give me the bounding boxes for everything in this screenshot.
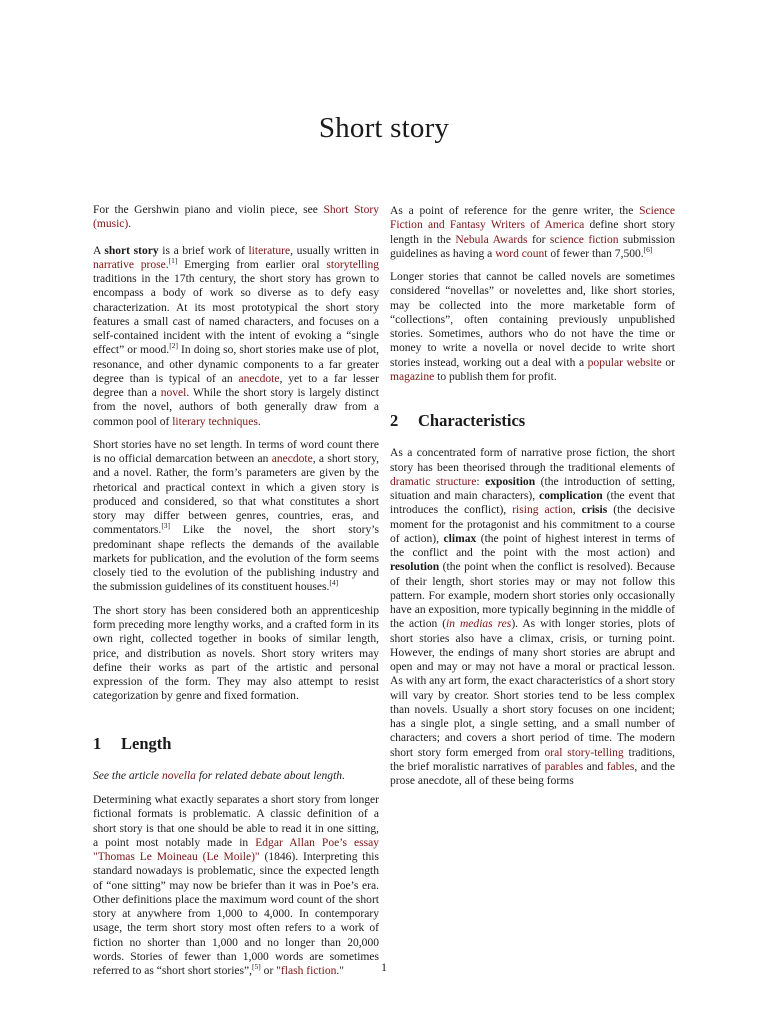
citation-1[interactable]: [1]	[168, 255, 178, 265]
link-parables[interactable]: parables	[544, 760, 584, 773]
characteristics-paragraph-1: As a concentrated form of narrative prose fiction, the short story has been theorised through the traditional elements of dramatic structure: exposition (the introduction of setting, situation and main characters), complication (the event that introduces the conflict), rising action, crisis (the decisive moment for the protagonist and his commitment to a course of action), climax (the point of highest interest in terms of the conflict and the point with the most action) and resolution (the point when the conflict is resolved). Because of their length, short stories may or may not follow this pattern. For example, modern short stories only occasionally have an exposition, more typically beginning in the middle of the action (in medias res). As with longer stories, plots of short stories also have a climax, crisis, or turning point. However, the endings of many short stories are abrupt and open and may or may not have a moral or practical lesson. As with any art form, the exact characteristics of a short story will vary by creator. Short stories tend to be less complex than novels. Usually a short story focuses on one incident; has a single plot, a single setting, and a small number of characters; and covers a short period of time. The modern short story form emerged from oral story-telling traditions, the brief moralistic narratives of parables and fables, and the prose anecdote, all of these being forms	[390, 447, 676, 788]
page-title: Short story	[318, 112, 450, 144]
link-fables[interactable]: fables	[606, 760, 635, 773]
link-in-medias-res[interactable]: in medias res	[446, 618, 512, 631]
link-rising-action[interactable]: rising action	[512, 504, 573, 517]
link-magazine[interactable]: magazine	[390, 370, 435, 383]
citation-3[interactable]: [3]	[161, 521, 171, 531]
link-anecdote[interactable]: anecdote	[238, 372, 280, 385]
link-storytelling[interactable]: storytelling	[326, 258, 379, 271]
link-short-story-music[interactable]: Short Story (music)	[93, 204, 379, 231]
link-science-fiction[interactable]: science fiction	[549, 233, 619, 246]
citation-6[interactable]: [6]	[643, 244, 653, 254]
section-heading-length: 1 Length	[93, 733, 172, 753]
link-anecdote-2[interactable]: anecdote	[271, 453, 313, 466]
page-number: 1	[381, 960, 387, 974]
left-column	[93, 203, 379, 988]
link-sfwa[interactable]: Science Fiction and Fantasy Writers of America	[390, 205, 675, 232]
citation-5[interactable]: [5]	[252, 962, 261, 972]
link-narrative-prose[interactable]: narrative prose	[93, 258, 166, 271]
see-also-note: See the article novella for related debate about length.	[93, 769, 345, 782]
link-literature[interactable]: literature	[248, 244, 291, 257]
link-popular-website[interactable]: popular website	[587, 356, 662, 369]
link-poe-essay[interactable]: Edgar Allan Poe’s essay "Thomas Le Moineau (Le Moile)"	[93, 836, 379, 864]
link-dramatic-structure[interactable]: dramatic structure	[390, 475, 477, 488]
right-column	[390, 204, 675, 798]
link-novel[interactable]: novel	[160, 387, 187, 399]
section-heading-characteristics: 2 Characteristics	[390, 411, 526, 431]
length-paragraph-1: Determining what exactly separates a short story from longer fictional formats is problematic. A classic definition of a short story is that one should be able to read it in one sitting, a point most notably made in Edgar Allan Poe’s essay "Thomas Le Moineau (Le Moile)" (1846). Interpreting this standard nowadays is problematic, since the expected length of “one sitting” may now be briefer than it was in Poe’s era. Other definitions place the maximum word count of the short story at anywhere from 1,000 to 4,000. In contemporary usage, the term short story most often refers to a work of fiction no shorter than 1,000 and no longer than 20,000 words. Stories of fewer than 1,000 words are sometimes referred to as “short short stories”,[5] or "flash fiction."	[93, 794, 379, 978]
link-oral-story-telling[interactable]: oral story-telling	[544, 746, 624, 759]
intro-paragraph-3: The short story has been considered both an apprenticeship form preceding more lengthy works, and a crafted form in its own right, collected together in books of similar length, price, and distribution as novels. Short story writers may define their works as part of the artistic and personal expression of the form. They may also attempt to resist categorization by genre and fixed formation.	[93, 604, 379, 703]
hatnote: For the Gershwin piano and violin piece, see Short Story (music).	[93, 204, 379, 231]
link-novella[interactable]: novella	[161, 769, 196, 782]
bold-term: short story	[104, 244, 159, 257]
link-nebula-awards[interactable]: Nebula Awards	[455, 233, 528, 246]
citation-4[interactable]: [4]	[329, 578, 339, 588]
intro-paragraph-1: A short story is a brief work of literature, usually written in narrative prose.[1] Emerging from earlier oral storytelling traditions in the 17th century, the short story has grown to encompass a body of work so diverse as to defy easy characterization. At its most prototypical the short story features a small cast of named characters, and focuses on a self-contained incident with the intent of evoking a “single effect” or mood.[2] In doing so, short stories make use of plot, resonance, and other dynamic components to a far greater degree than is typical of an anecdote, yet to a far lesser degree than a novel. While the short story is largely distinct from the novel, authors of both generally draw from a common pool of literary techniques.	[93, 244, 380, 428]
intro-paragraph-2: Short stories have no set length. In terms of word count there is no official demarcation between an anecdote, a short story, and a novel. Rather, the form’s parameters are given by the rhetorical and practical context in which a given story is produced and considered, so that what constitutes a short story may differ between genres, countries, eras, and commentators.[3] Like the novel, the short story’s predominant shape reflects the demands of the available markets for publication, and the evolution of the form seems closely tied to the evolution of the publishing industry and the submission guidelines of its constituent houses.[4]	[93, 438, 379, 594]
link-flash-fiction[interactable]: flash fiction	[280, 965, 337, 978]
length-paragraph-2: As a point of reference for the genre writer, the Science Fiction and Fantasy Writers of America define short story length in the Nebula Awards for science fiction submission guidelines as having a word count of fewer than 7,500.[6]	[390, 205, 675, 260]
link-literary-techniques[interactable]: literary techniques	[172, 415, 258, 428]
link-word-count[interactable]: word count	[495, 247, 548, 260]
citation-2[interactable]: [2]	[169, 341, 178, 351]
length-paragraph-3: Longer stories that cannot be called novels are sometimes considered “novellas” or novelettes and, like short stories, may be collected into the more marketable form of “collections”, often containing previously unpublished stories. Sometimes, authors who do not have the time or money to write a novella or novel decide to write short stories instead, working out a deal with a popular website or magazine to publish them for profit.	[390, 271, 675, 383]
